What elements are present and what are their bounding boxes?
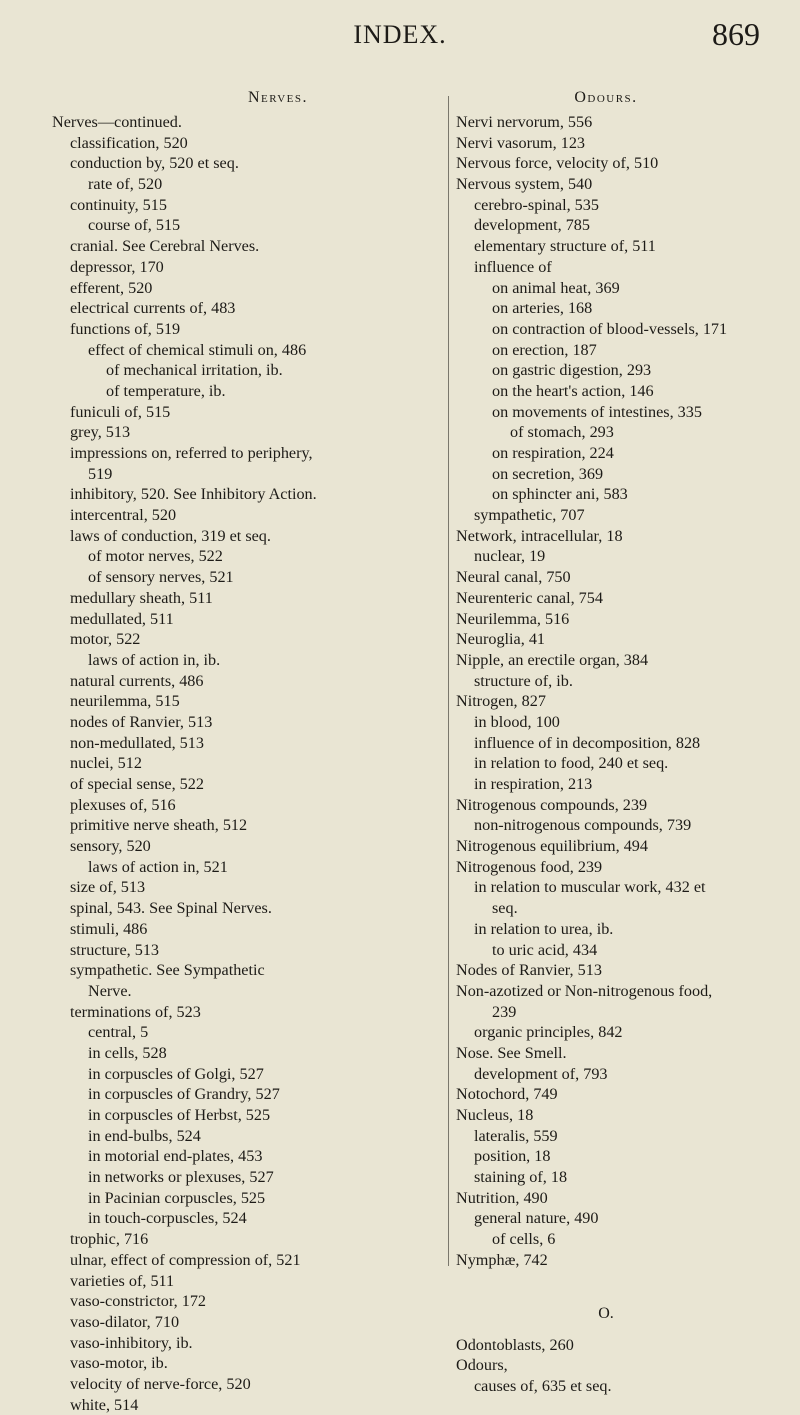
index-entry: in networks or plexuses, 527 <box>88 1168 274 1187</box>
index-entry: general nature, 490 <box>474 1209 599 1228</box>
index-entry: Nervous force, velocity of, 510 <box>456 154 659 173</box>
index-entry: in end-bulbs, 524 <box>88 1126 201 1145</box>
index-entry: Notochord, 749 <box>456 1085 558 1104</box>
index-entry: elementary structure of, 511 <box>474 237 656 256</box>
index-entry: nuclear, 19 <box>474 547 546 566</box>
index-entry: development, 785 <box>474 216 590 235</box>
page-number: 869 <box>712 16 760 52</box>
index-entry: sympathetic. See Sympathetic <box>70 961 265 980</box>
index-entry: Nerve. <box>88 981 132 1000</box>
index-entry: electrical currents of, 483 <box>70 299 236 318</box>
index-entry: laws of action in, 521 <box>88 857 228 876</box>
index-entry: neurilemma, 515 <box>70 692 180 711</box>
index-entry: nuclei, 512 <box>70 754 142 773</box>
index-entry: in relation to food, 240 et seq. <box>474 754 669 773</box>
index-entry: non-medullated, 513 <box>70 733 204 752</box>
index-entry: Nervi vasorum, 123 <box>456 133 586 152</box>
right-column <box>456 84 796 1397</box>
index-entry: cranial. See Cerebral Nerves. <box>70 237 260 256</box>
index-entry: on secretion, 369 <box>492 464 604 483</box>
index-entry: Neuroglia, 41 <box>456 630 546 649</box>
index-entry: causes of, 635 et seq. <box>474 1376 612 1395</box>
index-entry: impressions on, referred to periphery, <box>70 444 313 462</box>
index-entry: Nitrogen, 827 <box>456 692 546 711</box>
index-entry: conduction by, 520 et seq. <box>70 154 239 173</box>
index-entry: Network, intracellular, 18 <box>456 526 623 545</box>
index-entry: of sensory nerves, 521 <box>88 568 234 587</box>
index-entry: medullated, 511 <box>70 609 174 628</box>
index-entry: Neural canal, 750 <box>456 568 571 587</box>
index-entry: in Pacinian corpuscles, 525 <box>88 1188 266 1207</box>
index-entry: development of, 793 <box>474 1064 608 1083</box>
column-divider <box>448 96 449 1266</box>
index-entry: Nitrogenous compounds, 239 <box>456 795 648 814</box>
index-entry: trophic, 716 <box>70 1230 149 1249</box>
index-entry: rate of, 520 <box>88 175 163 194</box>
index-entry: Nipple, an erectile organ, 384 <box>456 650 649 669</box>
index-entry: classification, 520 <box>70 133 188 152</box>
index-entry: Nose. See Smell. <box>456 1043 567 1062</box>
index-entry: inhibitory, 520. See Inhibitory Action. <box>70 485 317 504</box>
index-entry: depressor, 170 <box>70 257 164 276</box>
index-entry: varieties of, 511 <box>70 1271 175 1290</box>
index-entry: in cells, 528 <box>88 1043 167 1062</box>
index-entry: Nerves—continued. <box>52 113 182 131</box>
index-entry: of motor nerves, 522 <box>88 547 223 566</box>
index-entry: size of, 513 <box>70 878 146 897</box>
right-entries-after <box>456 1335 796 1397</box>
index-entry: Nodes of Ranvier, 513 <box>456 961 602 980</box>
index-entry: of cells, 6 <box>492 1230 556 1249</box>
index-entry: vaso-motor, ib. <box>70 1354 168 1373</box>
index-entry: intercentral, 520 <box>70 506 177 525</box>
index-entry: Nymphæ, 742 <box>456 1250 548 1269</box>
index-entry: in motorial end-plates, 453 <box>88 1147 263 1166</box>
index-entry: Nutrition, 490 <box>456 1188 548 1207</box>
index-entry: 519 <box>88 464 113 483</box>
index-entry: in relation to urea, ib. <box>474 919 614 938</box>
index-entry: laws of action in, ib. <box>88 650 221 669</box>
index-entry: on arteries, 168 <box>492 299 593 318</box>
page-title: INDEX. <box>353 20 447 49</box>
index-entry: plexuses of, 516 <box>70 795 176 814</box>
index-entry: sensory, 520 <box>70 837 151 856</box>
index-entry: white, 514 <box>70 1395 139 1414</box>
page-header <box>0 6 800 66</box>
index-entry: Odontoblasts, 260 <box>456 1335 574 1354</box>
index-entry: effect of chemical stimuli on, 486 <box>88 340 307 359</box>
index-entry: on the heart's action, 146 <box>492 381 654 400</box>
index-entry: of mechanical irritation, ib. <box>106 361 283 380</box>
index-entry: on respiration, 224 <box>492 444 614 462</box>
index-entry: in blood, 100 <box>474 712 560 731</box>
index-entry: non-nitrogenous compounds, 739 <box>474 816 692 835</box>
index-entry: vaso-constrictor, 172 <box>70 1292 207 1311</box>
index-entry: Nucleus, 18 <box>456 1106 534 1124</box>
index-entry: on contraction of blood-vessels, 171 <box>492 319 728 338</box>
index-entry: Neurenteric canal, 754 <box>456 588 603 607</box>
index-entry: vaso-dilator, 710 <box>70 1312 180 1331</box>
index-entry: medullary sheath, 511 <box>70 588 213 607</box>
index-entry: Nitrogenous equilibrium, 494 <box>456 837 648 856</box>
right-entries <box>456 112 796 1271</box>
index-entry: course of, 515 <box>88 216 181 235</box>
left-column-heading: Nerves. <box>247 89 308 106</box>
index-entry: on erection, 187 <box>492 340 597 359</box>
index-entry: staining of, 18 <box>474 1168 568 1187</box>
index-entry: continuity, 515 <box>70 195 167 214</box>
index-entry: funiculi of, 515 <box>70 402 171 421</box>
index-entry: central, 5 <box>88 1023 149 1042</box>
index-entry: lateralis, 559 <box>474 1126 558 1145</box>
index-entry: to uric acid, 434 <box>492 940 598 959</box>
section-letter: O. <box>598 1304 614 1322</box>
index-entry: on gastric digestion, 293 <box>492 361 652 380</box>
index-entry: motor, 522 <box>70 630 141 649</box>
index-entry: terminations of, 523 <box>70 1002 201 1021</box>
index-entry: structure of, ib. <box>474 671 573 690</box>
index-entry: Nervous system, 540 <box>456 175 593 194</box>
index-entry: of special sense, 522 <box>70 775 204 793</box>
index-entry: structure, 513 <box>70 940 160 959</box>
index-entry: in touch-corpuscles, 524 <box>88 1209 247 1228</box>
index-entry: vaso-inhibitory, ib. <box>70 1333 193 1352</box>
index-entry: of stomach, 293 <box>510 423 614 442</box>
index-entry: influence of <box>474 257 552 276</box>
index-entry: velocity of nerve-force, 520 <box>70 1374 251 1393</box>
index-entry: stimuli, 486 <box>70 919 148 938</box>
index-entry: in relation to muscular work, 432 et <box>474 878 706 897</box>
index-entry: Odours, <box>456 1356 508 1375</box>
index-entry: on animal heat, 369 <box>492 278 620 297</box>
index-entry: in corpuscles of Grandry, 527 <box>88 1085 280 1104</box>
index-entry: influence of in decomposition, 828 <box>474 733 701 752</box>
index-entry: grey, 513 <box>70 423 131 442</box>
index-entry: organic principles, 842 <box>474 1023 623 1042</box>
index-entry: sympathetic, 707 <box>474 506 585 525</box>
index-entry: seq. <box>492 899 518 918</box>
index-entry: position, 18 <box>474 1147 551 1166</box>
index-entry: in corpuscles of Golgi, 527 <box>88 1064 264 1083</box>
index-entry: ulnar, effect of compression of, 521 <box>70 1250 301 1269</box>
index-entry: 239 <box>492 1002 517 1021</box>
left-column <box>52 84 444 1415</box>
index-entry: in respiration, 213 <box>474 775 593 793</box>
index-entry: Neurilemma, 516 <box>456 609 570 628</box>
index-entry: functions of, 519 <box>70 319 181 338</box>
index-entry: Nervi nervorum, 556 <box>456 113 593 131</box>
index-entry: on movements of intestines, 335 <box>492 402 702 421</box>
index-entry: Nitrogenous food, 239 <box>456 857 603 876</box>
index-entry: efferent, 520 <box>70 278 153 297</box>
index-entry: spinal, 543. See Spinal Nerves. <box>70 899 272 918</box>
index-entry: in corpuscles of Herbst, 525 <box>88 1106 271 1124</box>
index-entry: of temperature, ib. <box>106 381 226 400</box>
index-entry: on sphincter ani, 583 <box>492 485 628 504</box>
index-entry: laws of conduction, 319 et seq. <box>70 526 271 545</box>
index-entry: nodes of Ranvier, 513 <box>70 712 213 731</box>
index-entry: cerebro-spinal, 535 <box>474 195 599 214</box>
right-column-heading: Odours. <box>574 89 638 106</box>
index-entry: natural currents, 486 <box>70 671 204 690</box>
left-entries <box>52 112 444 1415</box>
index-entry: Non-azotized or Non-nitrogenous food, <box>456 981 713 1000</box>
index-entry: primitive nerve sheath, 512 <box>70 816 248 835</box>
